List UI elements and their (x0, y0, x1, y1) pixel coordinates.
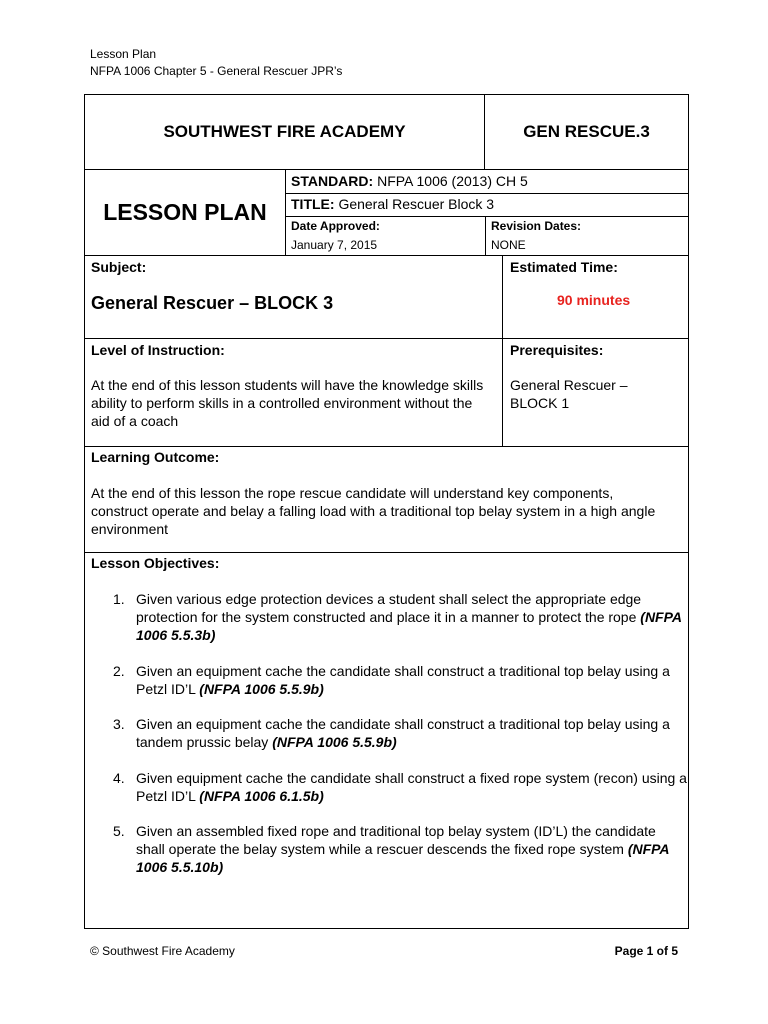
prerequisites-text: General Rescuer – BLOCK 1 (510, 377, 628, 411)
objective-text: Given an equipment cache the candidate shall construct a traditional top belay using a tandem prussic belay (136, 716, 670, 750)
objective-item (113, 822, 688, 876)
prerequisites-label: Prerequisites: (510, 342, 604, 358)
subject-label: Subject: (91, 259, 147, 275)
title-line (291, 196, 494, 212)
objective-number: 3. (113, 716, 125, 732)
objective-number: 1. (113, 591, 125, 607)
objective-text: Given an equipment cache the candidate shall construct a traditional top belay using a Petzl ID’L (136, 663, 670, 697)
code-cell (484, 94, 689, 170)
objective-reference: (NFPA 1006 5.5.9b) (199, 681, 324, 697)
title-label: TITLE: (291, 196, 335, 212)
standard-line (291, 173, 528, 189)
learning-outcome-label: Learning Outcome: (91, 449, 220, 465)
revision-label: Revision Dates: (491, 219, 582, 233)
footer-page-number: Page 1 of 5 (614, 944, 678, 958)
revision-cell (485, 216, 689, 256)
lesson-code: GEN RESCUE.3 (523, 122, 650, 141)
prerequisites-cell (502, 338, 689, 447)
subject-cell (84, 255, 503, 339)
date-approved-label: Date Approved: (291, 219, 380, 233)
lesson-plan-cell (84, 169, 286, 256)
objective-text: Given various edge protection devices a student shall select the appropriate edge protection for the system constructed and place it in a manner to protect the rope (136, 591, 642, 625)
estimated-time-cell (502, 255, 689, 339)
level-cell (84, 338, 503, 447)
learning-outcome-cell (84, 446, 689, 553)
objective-reference: (NFPA 1006 5.5.9b) (272, 734, 397, 750)
date-approved-value: January 7, 2015 (291, 238, 378, 252)
title-cell (285, 193, 689, 217)
estimated-time-label: Estimated Time: (510, 259, 618, 275)
objective-item (113, 769, 688, 805)
learning-outcome-text: At the end of this lesson the rope rescue candidate will understand key components, construct operate and belay a falling load with a traditional top belay system in a high angle environment (91, 485, 656, 537)
level-text: At the end of this lesson students will have the knowledge skills ability to perform skills in a controlled environment without the aid of a coach (91, 377, 484, 429)
revision-value: NONE (491, 238, 526, 252)
running-header (90, 46, 342, 80)
objective-number: 2. (113, 663, 125, 679)
date-approved-cell (285, 216, 486, 256)
objective-item (113, 715, 688, 751)
objective-item (113, 662, 688, 698)
objective-reference: (NFPA 1006 6.1.5b) (199, 788, 324, 804)
lesson-plan-label: LESSON PLAN (103, 199, 267, 225)
standard-label: STANDARD: (291, 173, 374, 189)
title-value: General Rescuer Block 3 (338, 196, 495, 212)
objective-item (113, 590, 688, 644)
academy-name: SOUTHWEST FIRE ACADEMY (163, 122, 406, 141)
header-line-2: NFPA 1006 Chapter 5 - General Rescuer JPR’s (90, 64, 343, 78)
objective-text: Given an assembled fixed rope and traditional top belay system (ID’L) the candidate shall operate the belay system while a rescuer descends the fixed rope system (136, 823, 656, 857)
level-label: Level of Instruction: (91, 342, 225, 358)
objective-reference: (NFPA 1006 5.5.10b) (136, 841, 670, 875)
subject-value: General Rescuer – BLOCK 3 (91, 293, 334, 313)
footer-copyright: © Southwest Fire Academy (90, 944, 235, 958)
objective-reference: (NFPA 1006 5.5.3b) (136, 609, 682, 643)
estimated-time-value: 90 minutes (557, 292, 631, 308)
objective-number: 4. (113, 770, 125, 786)
academy-cell (84, 94, 485, 170)
standard-cell (285, 169, 689, 194)
header-line-1: Lesson Plan (90, 47, 157, 61)
objective-text: Given equipment cache the candidate shall construct a fixed rope system (recon) using a Petzl ID’L (136, 770, 687, 804)
lesson-objectives-label: Lesson Objectives: (91, 555, 220, 571)
objective-number: 5. (113, 823, 125, 839)
standard-value: NFPA 1006 (2013) CH 5 (377, 173, 528, 189)
